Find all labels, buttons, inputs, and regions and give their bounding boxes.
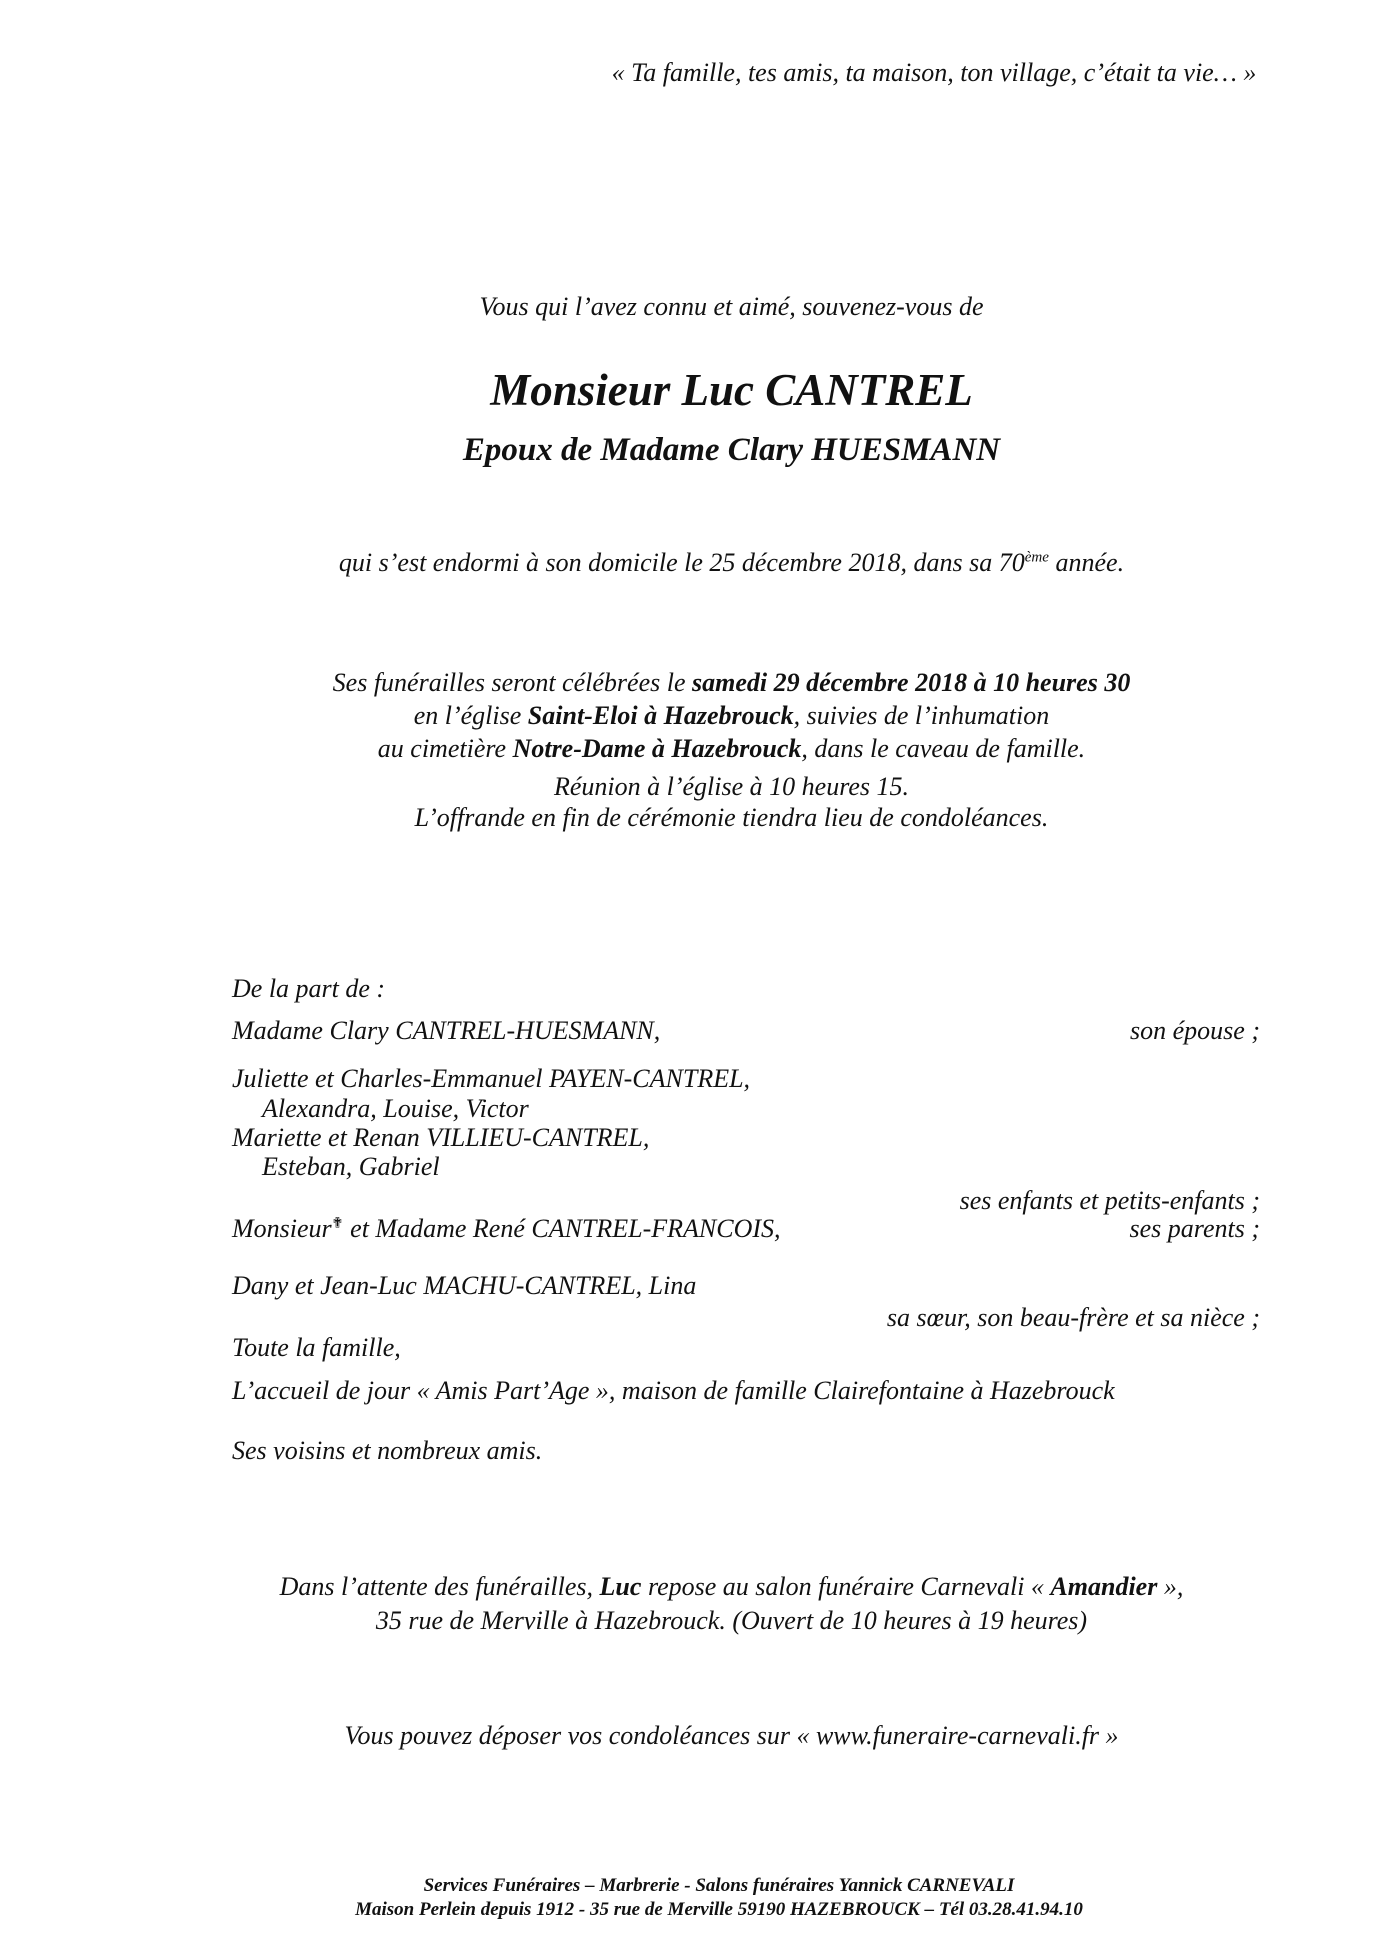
ceremony-cemetery: Notre-Dame à Hazebrouck [512, 734, 802, 763]
parents-title: Monsieur [232, 1214, 332, 1243]
footer-line-1: Services Funéraires – Marbrerie - Salons funéraires Yannick CARNEVALI [423, 1875, 1015, 1896]
repose-line-1-text: Dans l’attente des funérailles, [279, 1572, 600, 1601]
footer [60, 1874, 1378, 1922]
death-line-text: qui s’est endormi à son domicile le 25 décembre 2018, dans sa 70 [338, 548, 1025, 577]
parents-names-end: et Madame René CANTREL-FRANCOIS, [343, 1214, 781, 1243]
neighbors-row: Ses voisins et nombreux amis. [232, 1436, 543, 1465]
spouse-name: Madame Clary CANTREL-HUESMANN, [232, 1016, 661, 1045]
memorial-quote: « Ta famille, tes amis, ta maison, ton village, c’était ta vie… » [611, 58, 1257, 87]
deceased-name: Monsieur Luc CANTREL [490, 365, 973, 415]
ceremony-line-1-text: Ses funérailles seront célébrées le [332, 668, 692, 697]
ceremony-line-2-text: en l’église [413, 701, 528, 730]
sister-label: sa sœur, son beau-frère et sa nièce ; [886, 1303, 1260, 1332]
death-line-superscript: ème [1024, 549, 1049, 566]
parents-row [0, 1214, 1378, 1244]
ceremony-block [85, 666, 1378, 765]
child-row-2: Mariette et Renan VILLIEU-CANTREL, [232, 1123, 650, 1152]
ceremony-line-3-text: au cimetière [377, 734, 513, 763]
repose-line-1-end: », [1157, 1572, 1184, 1601]
ceremony-line-3-end: , dans le caveau de famille. [801, 734, 1086, 763]
repose-line-1 [85, 1570, 1378, 1604]
grandchildren-row-2: Esteban, Gabriel [262, 1152, 440, 1181]
spouse-row [0, 1016, 1378, 1046]
repose-first-name: Luc [599, 1572, 642, 1601]
ceremony-line-3 [85, 732, 1378, 765]
whole-family-row: Toute la famille, [232, 1333, 401, 1362]
ceremony-church: Saint-Eloi à Hazebrouck [527, 701, 794, 730]
day-care-row: L’accueil de jour « Amis Part’Age », maison de famille Clairefontaine à Hazebrouck [232, 1376, 1115, 1405]
deceased-subtitle: Epoux de Madame Clary HUESMANN [462, 432, 1001, 468]
repose-block [85, 1570, 1378, 1638]
repose-line-2: 35 rue de Merville à Hazebrouck. (Ouvert de 10 heures à 19 heures) [375, 1606, 1088, 1635]
meeting-line: Réunion à l’église à 10 heures 15. [553, 772, 910, 801]
grandchildren-row-1: Alexandra, Louise, Victor [262, 1094, 529, 1123]
ceremony-date: samedi 29 décembre 2018 à 10 heures 30 [691, 668, 1131, 697]
death-line [85, 546, 1378, 579]
death-line-end: année. [1048, 548, 1125, 577]
sister-row: Dany et Jean-Luc MACHU-CANTREL, Lina [232, 1271, 697, 1300]
condolences-line: Vous pouvez déposer vos condoléances sur « www.funeraire-carnevali.fr » [344, 1721, 1119, 1750]
spouse-label: son épouse ; [1130, 1016, 1260, 1045]
child-row-1: Juliette et Charles-Emmanuel PAYEN-CANTREL, [232, 1064, 751, 1093]
intro-line: Vous qui l’avez connu et aimé, souvenez-vous de [479, 292, 984, 321]
ceremony-line-2-end: , suivies de l’inhumation [793, 701, 1050, 730]
parents-names [232, 1214, 781, 1244]
family-heading: De la part de : [232, 974, 386, 1003]
deceased-cross-icon: ✟ [331, 1215, 344, 1232]
ceremony-line-1 [85, 666, 1378, 699]
repose-line-1-mid: repose au salon funéraire Carnevali « [641, 1572, 1051, 1601]
footer-line-2: Maison Perlein depuis 1912 - 35 rue de Merville 59190 HAZEBROUCK – Tél 03.28.41.94.10 [355, 1899, 1083, 1920]
repose-salon-name: Amandier [1050, 1572, 1158, 1601]
children-label: ses enfants et petits-enfants ; [959, 1186, 1260, 1215]
parents-label: ses parents ; [1129, 1214, 1260, 1243]
offering-line: L’offrande en fin de cérémonie tiendra lieu de condoléances. [414, 803, 1049, 832]
ceremony-line-2 [85, 699, 1378, 732]
